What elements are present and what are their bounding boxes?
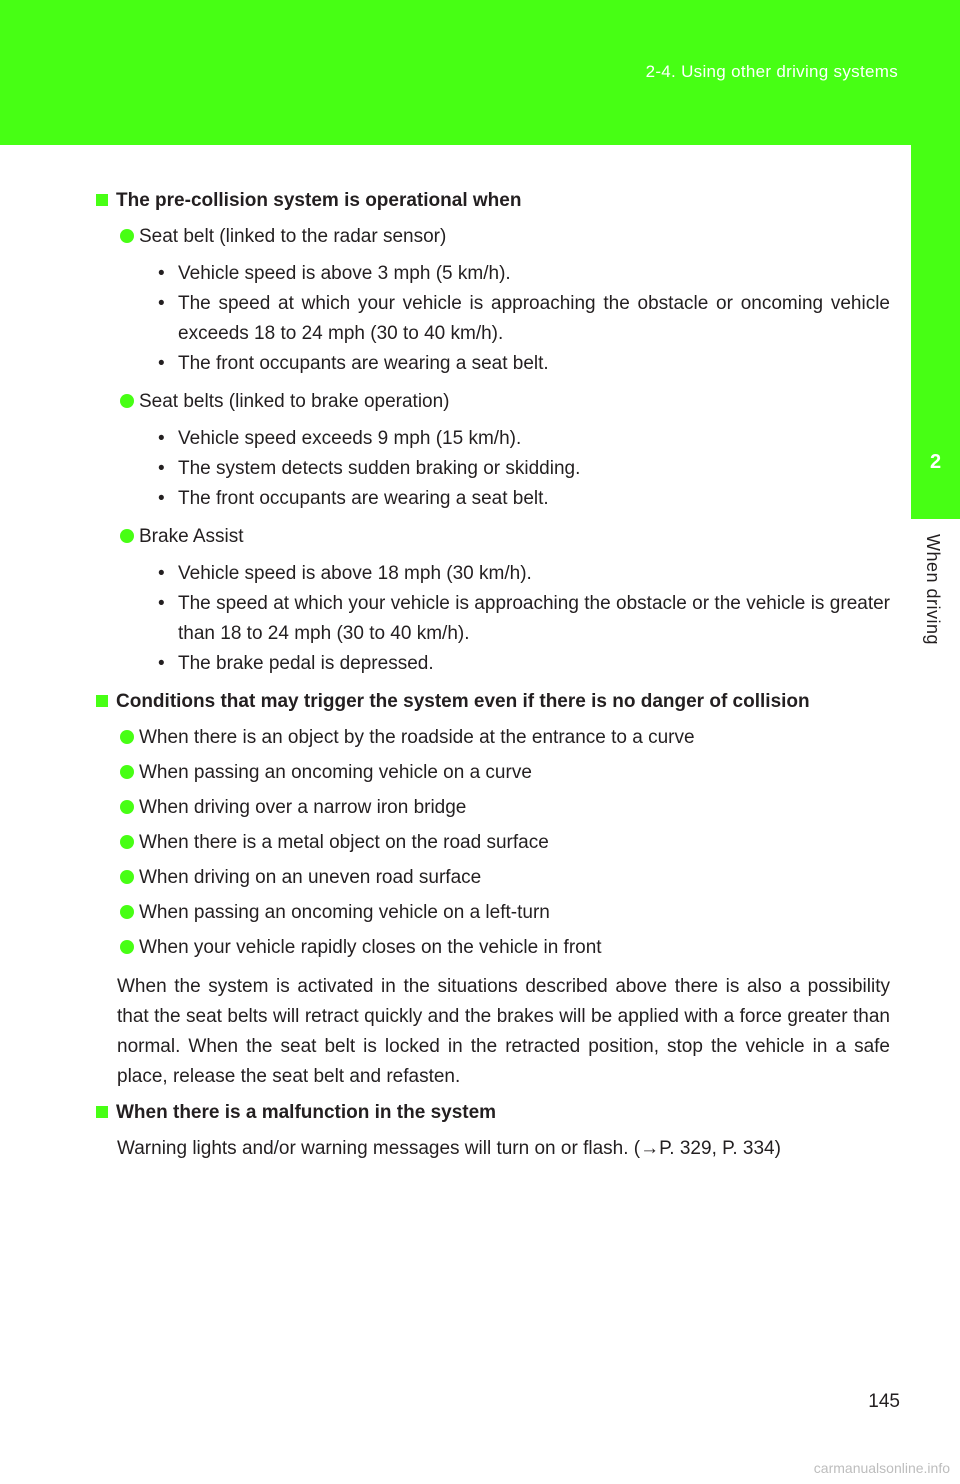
circle-bullet-icon	[120, 394, 134, 408]
bullet-text: When passing an oncoming vehicle on a left-turn	[139, 902, 550, 923]
square-bullet-icon	[96, 695, 108, 707]
sub-item: • The front occupants are wearing a seat belt.	[158, 353, 549, 374]
page-number: 145	[868, 1391, 900, 1412]
sub-item: • The brake pedal is depressed.	[158, 653, 434, 674]
bullet-text: When driving on an uneven road surface	[139, 867, 482, 888]
circle-bullet-icon	[120, 905, 134, 919]
circle-bullet-icon	[120, 730, 134, 744]
circle-bullet-icon	[120, 229, 134, 243]
chapter-number: 2	[929, 451, 942, 473]
bullet-text: Brake Assist	[139, 526, 244, 547]
bullet-item	[120, 797, 890, 819]
bullet-item	[120, 727, 890, 749]
watermark: carmanualsonline.info	[813, 1460, 950, 1476]
section-heading	[96, 691, 890, 713]
bullet-text: Seat belts (linked to brake operation)	[139, 391, 450, 412]
header-bar	[0, 0, 960, 145]
sub-item: • The speed at which your vehicle is approaching the obstacle or oncoming vehicle exceeds 18 to 24 mph (30 to 40 km/h).	[158, 293, 890, 344]
reference-text: Warning lights and/or warning messages will turn on or flash. (→P. 329, P. 334)	[117, 1138, 781, 1159]
circle-bullet-icon	[120, 765, 134, 779]
bullet-item	[120, 832, 890, 854]
sub-list	[158, 259, 890, 379]
bullet-item	[120, 391, 890, 413]
main-content	[96, 180, 890, 1160]
chapter-label: When driving	[923, 534, 943, 646]
sub-item: • Vehicle speed exceeds 9 mph (15 km/h).	[158, 428, 522, 449]
bullet-item	[120, 226, 890, 248]
circle-bullet-icon	[120, 940, 134, 954]
sub-item: • The speed at which your vehicle is approaching the obstacle or the vehicle is greater than 18 to 24 mph (30 to 40 km/h).	[158, 593, 890, 644]
sub-item: • Vehicle speed is above 3 mph (5 km/h).	[158, 263, 511, 284]
bullet-text: When your vehicle rapidly closes on the vehicle in front	[139, 937, 602, 958]
section-heading	[96, 1102, 890, 1124]
heading-text: Conditions that may trigger the system even if there is no danger of collision	[116, 691, 810, 712]
bullet-text: When driving over a narrow iron bridge	[139, 797, 467, 818]
sub-item: • The front occupants are wearing a seat belt.	[158, 488, 549, 509]
bullet-item	[120, 867, 890, 889]
circle-bullet-icon	[120, 835, 134, 849]
sub-list	[158, 424, 890, 514]
heading-text: The pre-collision system is operational when	[116, 190, 522, 211]
bullet-item	[120, 526, 890, 548]
circle-bullet-icon	[120, 870, 134, 884]
bullet-item	[120, 937, 890, 959]
sub-item: • Vehicle speed is above 18 mph (30 km/h).	[158, 563, 532, 584]
sub-item: • The system detects sudden braking or skidding.	[158, 458, 581, 479]
bullet-text: When passing an oncoming vehicle on a curve	[139, 762, 532, 783]
chapter-tab	[911, 145, 960, 519]
square-bullet-icon	[96, 1106, 108, 1118]
sub-list	[158, 559, 890, 679]
bullet-text: When there is an object by the roadside at the entrance to a curve	[139, 727, 695, 748]
bullet-text: When there is a metal object on the road surface	[139, 832, 549, 853]
paragraph: When the system is activated in the situations described above there is also a possibility that the seat belts will retract quickly and the brakes will be applied with a force greater than normal. When the seat belt is locked in the retracted position, stop the vehicle in a safe place, release the seat belt and refasten.	[117, 976, 890, 1087]
section-title: 2-4. Using other driving systems	[645, 62, 898, 81]
circle-bullet-icon	[120, 800, 134, 814]
bullet-item	[120, 902, 890, 924]
bullet-item	[120, 762, 890, 784]
circle-bullet-icon	[120, 529, 134, 543]
square-bullet-icon	[96, 194, 108, 206]
heading-text: When there is a malfunction in the system	[116, 1102, 497, 1123]
bullet-text: Seat belt (linked to the radar sensor)	[139, 226, 447, 247]
section-heading	[96, 190, 890, 212]
